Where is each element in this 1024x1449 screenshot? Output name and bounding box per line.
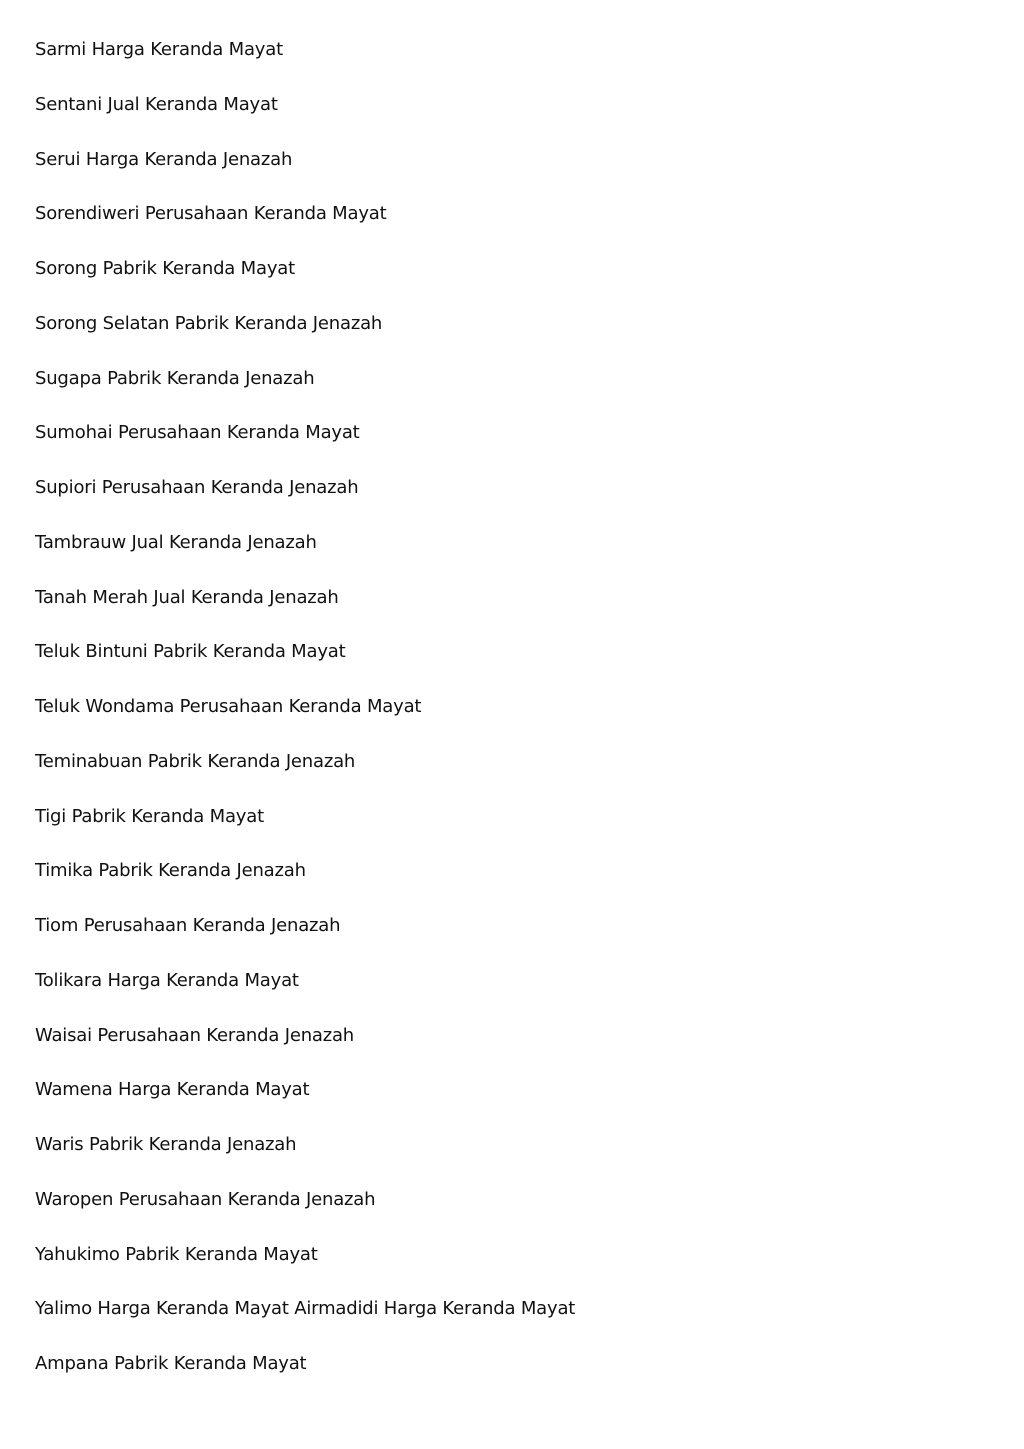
- text-line: Waropen Perusahaan Keranda Jenazah: [35, 1188, 376, 1210]
- text-line: Ampana Pabrik Keranda Mayat: [35, 1353, 307, 1374]
- text-line: Timika Pabrik Keranda Jenazah: [35, 860, 306, 882]
- text-line: Wamena Harga Keranda Mayat: [35, 1079, 310, 1101]
- text-line: Sarmi Harga Keranda Mayat: [35, 39, 283, 60]
- text-line: Tigi Pabrik Keranda Mayat: [35, 805, 264, 827]
- text-line: Yahukimo Pabrik Keranda Mayat: [35, 1243, 318, 1265]
- text-line: Sugapa Pabrik Keranda Jenazah: [35, 367, 315, 389]
- text-line: Yalimo Harga Keranda Mayat Airmadidi Harga Keranda Mayat: [35, 1298, 576, 1320]
- text-line: Sorong Pabrik Keranda Mayat: [35, 258, 295, 279]
- text-line: Tanah Merah Jual Keranda Jenazah: [35, 586, 339, 608]
- text-line: Teluk Bintuni Pabrik Keranda Mayat: [35, 641, 346, 663]
- text-line: Waisai Perusahaan Keranda Jenazah: [35, 1024, 355, 1046]
- text-line: Supiori Perusahaan Keranda Jenazah: [35, 477, 359, 498]
- text-line: Sumohai Perusahaan Keranda Mayat: [35, 422, 360, 444]
- text-line: Serui Harga Keranda Jenazah: [35, 148, 293, 170]
- text-line: Tiom Perusahaan Keranda Jenazah: [35, 915, 341, 936]
- text-line: Sorendiweri Perusahaan Keranda Mayat: [35, 203, 387, 225]
- text-line: Tambrauw Jual Keranda Jenazah: [35, 531, 317, 553]
- text-line-list: [35, 36, 575, 1405]
- text-line: Sorong Selatan Pabrik Keranda Jenazah: [35, 312, 383, 334]
- text-line: Sentani Jual Keranda Mayat: [35, 93, 278, 115]
- text-line: Tolikara Harga Keranda Mayat: [35, 969, 299, 991]
- text-line: Waris Pabrik Keranda Jenazah: [35, 1134, 297, 1155]
- text-line: Teminabuan Pabrik Keranda Jenazah: [35, 750, 356, 772]
- text-line: Teluk Wondama Perusahaan Keranda Mayat: [35, 696, 422, 717]
